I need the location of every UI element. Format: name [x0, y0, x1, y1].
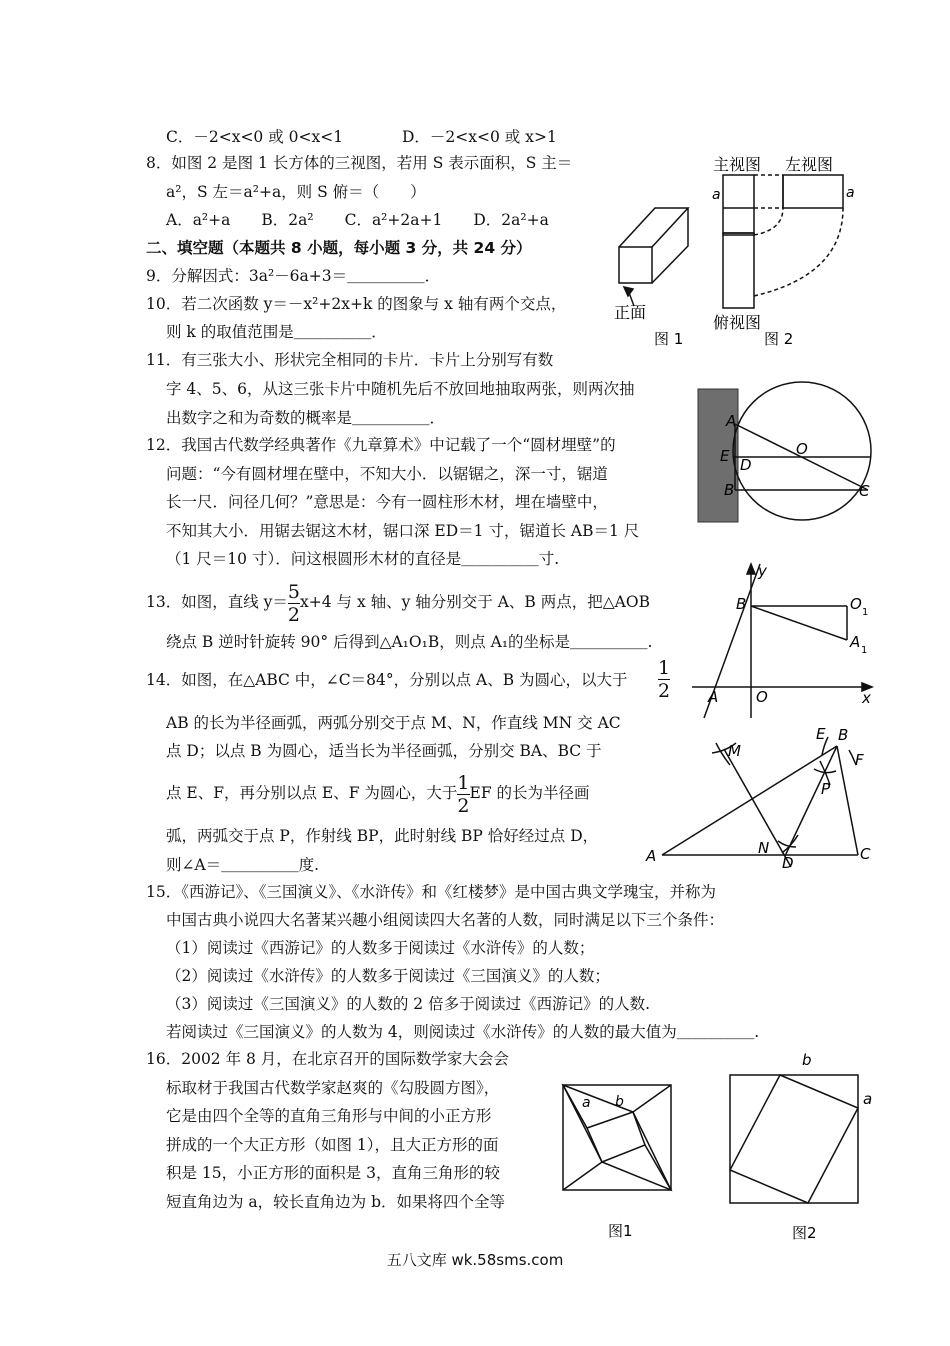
main-view-label: 主视图	[713, 155, 762, 174]
q12-line-5: （1 尺＝10 寸）．问这根圆形木材的直径是＿＿＿＿＿寸.	[166, 550, 560, 568]
q13-den: 2	[287, 603, 301, 626]
q12-figure	[690, 380, 890, 535]
q14-den-2: 2	[457, 794, 470, 817]
q14-num-2: 1	[457, 771, 470, 794]
q10-line-1: 10．若二次函数 y＝－x²+2x+k 的图象与 x 轴有两个交点，	[146, 295, 567, 313]
point-m: M	[728, 742, 741, 760]
q13-line-2: 绕点 B 逆时针旋转 90° 后得到△A₁O₁B，则点 A₁的坐标是＿＿＿＿＿.	[166, 633, 653, 651]
q14-line-6: 则∠A＝＿＿＿＿＿度.	[166, 856, 320, 874]
point-b: B	[736, 595, 747, 613]
origin-o: O	[756, 688, 768, 706]
q13-pre: 13．如图，直线 y＝	[146, 593, 288, 611]
q14-fraction-2	[457, 773, 469, 816]
label-a: a	[582, 1095, 591, 1111]
point-d: D	[740, 456, 752, 474]
point-o: O	[796, 440, 808, 458]
q13-fraction	[288, 582, 300, 625]
q12-line-2: 问题：“今有圆材埋在壁中，不知大小．以锯锯之，深一寸，锯道	[166, 465, 608, 483]
q15-condition-2: （2）阅读过《水浒传》的人数多于阅读过《三国演义》的人数；	[166, 967, 610, 985]
point-o1: O	[850, 595, 862, 613]
q11-line-2: 字 4、5、6，从这三张卡片中随机先后不放回地抽取两张，则两次抽	[166, 380, 635, 398]
q15-line-2: 中国古典小说四大名著某兴趣小组阅读四大名著的人数，同时满足以下三个条件：	[166, 911, 725, 929]
fig1-label: 图1	[608, 1222, 633, 1240]
fig2-label: 图 2	[764, 330, 794, 348]
fig2-label: 图2	[792, 1224, 817, 1242]
tilted-square	[730, 1075, 858, 1203]
wall	[698, 389, 738, 522]
q14-den-1: 2	[658, 680, 671, 702]
q16-line-1: 16．2002 年 8 月，在北京召开的国际数学家大会会	[146, 1050, 509, 1068]
label-b: b	[615, 1094, 624, 1110]
q16-line-4: 拼成的一个大正方形（如图 1），且大正方形的面	[166, 1136, 499, 1154]
section-2-heading: 二、填空题（本题共 8 小题，每小题 3 分，共 24 分）	[146, 239, 532, 257]
q14-line-4	[166, 771, 590, 816]
q15-condition-1: （1）阅读过《西游记》的人数多于阅读过《水浒传》的人数；	[166, 939, 595, 957]
point-d: D	[782, 854, 794, 872]
q8-options: A．a²+a B．2a² C．a²+2a+1 D．2a²+a	[166, 211, 549, 229]
q14-num-1: 1	[658, 657, 671, 679]
q13-line-1	[146, 580, 650, 625]
inner-square	[587, 1112, 645, 1162]
q16-figure-1	[560, 1082, 685, 1242]
q14-line-3: 点 D；以点 B 为圆心，适当长为半径画弧，分别交 BA、BC 于	[166, 742, 602, 760]
point-n: N	[758, 839, 770, 857]
point-e: E	[720, 447, 730, 465]
q12-line-4: 不知其大小．用锯去锯这木材，锯口深 ED＝1 寸，锯道长 AB＝1 尺	[166, 522, 640, 540]
q8-line-2: a²，S 左＝a²+a，则 S 俯＝（ ）	[166, 183, 426, 201]
q14-line-1: 14．如图，在△ABC 中，∠C＝84°，分别以点 A、B 为圆心，以大于	[146, 671, 628, 689]
point-a: A	[726, 412, 737, 430]
point-e: E	[816, 725, 826, 743]
q12-line-3: 长一尺．问径几何？”意思是：今有一圆柱形木材，埋在墙壁中，	[166, 493, 608, 511]
point-c: C	[860, 845, 871, 863]
cuboid-front-face	[619, 247, 652, 283]
label-a-left: a	[846, 185, 855, 201]
q7-option-d: D．－2<x<0 或 x>1	[402, 128, 557, 146]
top-view-label: 俯视图	[713, 313, 762, 332]
label-a: a	[863, 1090, 873, 1108]
label-b: b	[802, 1051, 812, 1069]
q16-line-6: 短直角边为 a，较长直角边为 b．如果将四个全等	[166, 1193, 506, 1211]
q13-figure	[690, 560, 880, 720]
q14-figure	[640, 725, 880, 870]
q15-line-6: 若阅读过《三国演义》的人数为 4，则阅读过《水浒传》的人数的最大值为＿＿＿＿＿.	[166, 1023, 760, 1041]
q9: 9．分解因式：3a²－6a+3＝＿＿＿＿＿．	[146, 267, 441, 285]
point-c: C	[859, 482, 870, 500]
point-b: B	[838, 726, 849, 744]
q10-line-2: 则 k 的取值范围是＿＿＿＿＿．	[166, 323, 387, 341]
q12-line-1: 12．我国古代数学经典著作《九章算术》中记载了一个“圆材埋壁”的	[146, 436, 616, 454]
y-label: y	[758, 562, 767, 580]
q15-condition-3: （3）阅读过《三国演义》的人数的 2 倍多于阅读过《西游记》的人数.	[166, 995, 651, 1013]
front-label: 正面	[614, 303, 647, 322]
point-a1-sub: 1	[861, 645, 868, 656]
point-b: B	[724, 481, 735, 499]
q11-line-3: 出数字之和为奇数的概率是＿＿＿＿＿．	[166, 409, 446, 427]
q16-line-2: 标取材于我国古代数学家赵爽的《勾股圆方图》，	[166, 1079, 500, 1097]
q14-line-4-pre: 点 E、F，再分别以点 E、F 为圆心，大于	[166, 784, 458, 802]
x-label: x	[862, 689, 871, 707]
q13-post: x+4 与 x 轴、y 轴分别交于 A、B 两点，把△AOB	[300, 593, 650, 611]
q14-line-4-post: EF 的长为半径画	[469, 784, 590, 802]
left-view-label: 左视图	[785, 155, 834, 174]
point-p: P	[821, 780, 831, 798]
fig1-label: 图 1	[654, 330, 684, 348]
q14-fraction-1	[658, 658, 670, 701]
outer-square	[730, 1075, 858, 1203]
q8-figure	[600, 150, 855, 350]
label-a-main: a	[712, 187, 721, 203]
point-a: A	[646, 847, 657, 865]
point-o1-sub: 1	[862, 607, 869, 618]
q7-option-c: C．－2<x<0 或 0<x<1	[166, 128, 344, 146]
q8-line-1: 8．如图 2 是图 1 长方体的三视图，若用 S 表示面积，S 主＝	[146, 154, 573, 172]
point-f: F	[855, 751, 864, 769]
q16-line-3: 它是由四个全等的直角三角形与中间的小正方形	[166, 1107, 492, 1125]
q14-line-2: AB 的长为半径画弧，两弧分别交于点 M、N，作直线 MN 交 AC	[166, 714, 621, 732]
footer: 五八文库 wk.58sms.com	[386, 1251, 564, 1269]
q15-line-1: 15．《西游记》、《三国演义》、《水浒传》和《红楼梦》是中国古典文学瑰宝，并称为	[146, 883, 716, 901]
q14-line-5: 弧，两弧交于点 P，作射线 BP，此时射线 BP 恰好经过点 D，	[166, 827, 599, 845]
q16-line-5: 积是 15，小正方形的面积是 3，直角三角形的较	[166, 1164, 500, 1182]
point-a1: A	[850, 633, 861, 651]
q16-figure-2	[720, 1050, 880, 1245]
q13-num: 5	[287, 580, 301, 603]
q11-line-1: 11．有三张大小、形状完全相同的卡片．卡片上分别写有数	[146, 351, 554, 369]
point-a: A	[708, 688, 719, 706]
